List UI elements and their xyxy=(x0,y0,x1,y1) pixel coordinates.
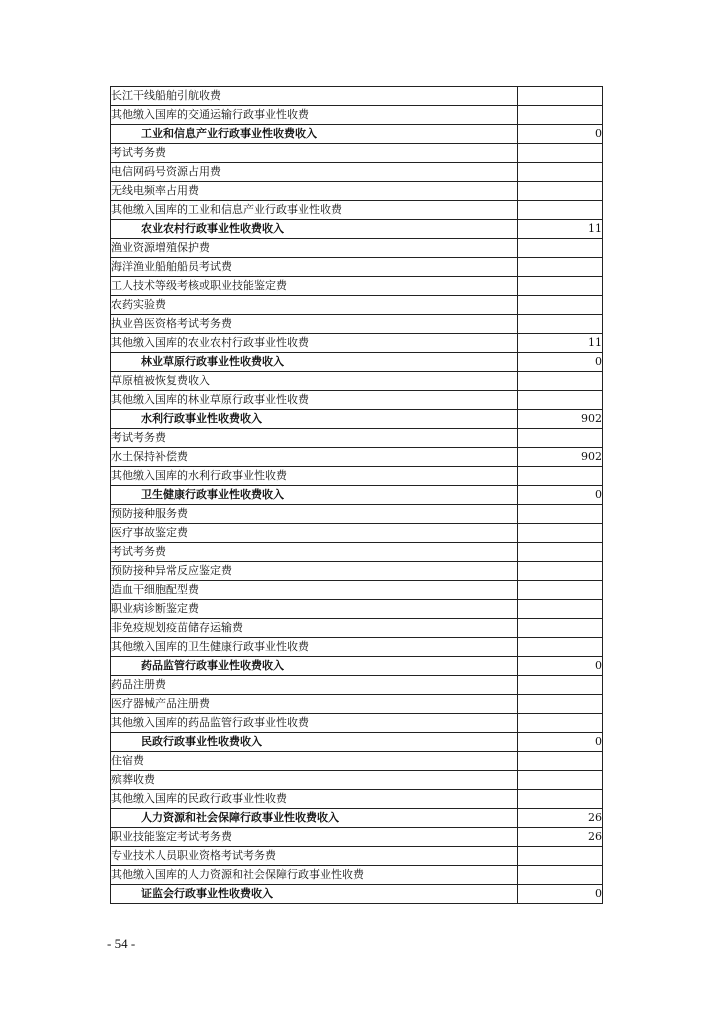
item-name-cell: 无线电频率占用费 xyxy=(111,182,518,201)
item-name-cell: 非免疫规划疫苗储存运输费 xyxy=(111,619,518,638)
amount-cell xyxy=(518,714,603,733)
item-row xyxy=(111,372,603,391)
item-row xyxy=(111,638,603,657)
item-row xyxy=(111,277,603,296)
item-name-cell: 考试考务费 xyxy=(111,429,518,448)
item-name-cell: 其他缴入国库的农业农村行政事业性收费 xyxy=(111,334,518,353)
amount-cell xyxy=(518,182,603,201)
item-row xyxy=(111,87,603,106)
item-name-cell: 水土保持补偿费 xyxy=(111,448,518,467)
amount-cell xyxy=(518,467,603,486)
amount-cell xyxy=(518,201,603,220)
category-name-cell: 人力资源和社会保障行政事业性收费收入 xyxy=(111,809,518,828)
amount-cell: 11 xyxy=(518,220,603,239)
item-row xyxy=(111,315,603,334)
item-row xyxy=(111,847,603,866)
amount-cell xyxy=(518,296,603,315)
item-name-cell: 考试考务费 xyxy=(111,144,518,163)
item-name-cell: 其他缴入国库的卫生健康行政事业性收费 xyxy=(111,638,518,657)
item-row xyxy=(111,448,603,467)
amount-cell: 902 xyxy=(518,448,603,467)
item-name-cell: 执业兽医资格考试考务费 xyxy=(111,315,518,334)
amount-cell: 26 xyxy=(518,809,603,828)
item-row xyxy=(111,182,603,201)
item-row xyxy=(111,505,603,524)
category-name-cell: 卫生健康行政事业性收费收入 xyxy=(111,486,518,505)
amount-cell xyxy=(518,771,603,790)
item-name-cell: 职业病诊断鉴定费 xyxy=(111,600,518,619)
category-row xyxy=(111,809,603,828)
amount-cell xyxy=(518,866,603,885)
item-name-cell: 海洋渔业船舶船员考试费 xyxy=(111,258,518,277)
amount-cell xyxy=(518,524,603,543)
item-row xyxy=(111,562,603,581)
item-row xyxy=(111,163,603,182)
item-row xyxy=(111,600,603,619)
item-name-cell: 其他缴入国库的水利行政事业性收费 xyxy=(111,467,518,486)
amount-cell xyxy=(518,752,603,771)
item-row xyxy=(111,543,603,562)
amount-cell xyxy=(518,581,603,600)
item-name-cell: 预防接种异常反应鉴定费 xyxy=(111,562,518,581)
item-name-cell: 职业技能鉴定考试考务费 xyxy=(111,828,518,847)
amount-cell: 0 xyxy=(518,486,603,505)
amount-cell xyxy=(518,543,603,562)
item-name-cell: 草原植被恢复费收入 xyxy=(111,372,518,391)
item-row xyxy=(111,429,603,448)
item-row xyxy=(111,790,603,809)
item-row xyxy=(111,467,603,486)
item-name-cell: 住宿费 xyxy=(111,752,518,771)
category-name-cell: 民政行政事业性收费收入 xyxy=(111,733,518,752)
amount-cell xyxy=(518,562,603,581)
item-row xyxy=(111,619,603,638)
amount-cell: 26 xyxy=(518,828,603,847)
category-row xyxy=(111,353,603,372)
amount-cell xyxy=(518,790,603,809)
item-name-cell: 专业技术人员职业资格考试考务费 xyxy=(111,847,518,866)
category-name-cell: 农业农村行政事业性收费收入 xyxy=(111,220,518,239)
item-name-cell: 造血干细胞配型费 xyxy=(111,581,518,600)
item-name-cell: 考试考务费 xyxy=(111,543,518,562)
item-row xyxy=(111,258,603,277)
item-row xyxy=(111,334,603,353)
category-name-cell: 工业和信息产业行政事业性收费收入 xyxy=(111,125,518,144)
item-name-cell: 工人技术等级考核或职业技能鉴定费 xyxy=(111,277,518,296)
amount-cell: 0 xyxy=(518,125,603,144)
item-name-cell: 其他缴入国库的人力资源和社会保障行政事业性收费 xyxy=(111,866,518,885)
amount-cell: 0 xyxy=(518,353,603,372)
item-name-cell: 殡葬收费 xyxy=(111,771,518,790)
item-name-cell: 其他缴入国库的交通运输行政事业性收费 xyxy=(111,106,518,125)
item-name-cell: 农药实验费 xyxy=(111,296,518,315)
item-row xyxy=(111,581,603,600)
amount-cell xyxy=(518,600,603,619)
amount-cell xyxy=(518,163,603,182)
category-row xyxy=(111,486,603,505)
category-name-cell: 药品监管行政事业性收费收入 xyxy=(111,657,518,676)
amount-cell: 902 xyxy=(518,410,603,429)
category-row xyxy=(111,125,603,144)
item-name-cell: 其他缴入国库的林业草原行政事业性收费 xyxy=(111,391,518,410)
item-row xyxy=(111,752,603,771)
item-row xyxy=(111,695,603,714)
amount-cell: 11 xyxy=(518,334,603,353)
amount-cell xyxy=(518,619,603,638)
item-name-cell: 预防接种服务费 xyxy=(111,505,518,524)
item-row xyxy=(111,296,603,315)
amount-cell xyxy=(518,315,603,334)
item-name-cell: 医疗器械产品注册费 xyxy=(111,695,518,714)
item-name-cell: 医疗事故鉴定费 xyxy=(111,524,518,543)
amount-cell xyxy=(518,695,603,714)
fee-table xyxy=(110,86,603,904)
item-name-cell: 其他缴入国库的民政行政事业性收费 xyxy=(111,790,518,809)
item-row xyxy=(111,391,603,410)
item-name-cell: 其他缴入国库的工业和信息产业行政事业性收费 xyxy=(111,201,518,220)
category-name-cell: 证监会行政事业性收费收入 xyxy=(111,885,518,904)
item-row xyxy=(111,106,603,125)
amount-cell: 0 xyxy=(518,657,603,676)
amount-cell xyxy=(518,106,603,125)
page-number: - 54 - xyxy=(107,936,136,951)
item-name-cell: 电信网码号资源占用费 xyxy=(111,163,518,182)
amount-cell xyxy=(518,429,603,448)
item-row xyxy=(111,144,603,163)
amount-cell xyxy=(518,391,603,410)
category-row xyxy=(111,885,603,904)
amount-cell xyxy=(518,372,603,391)
category-row xyxy=(111,733,603,752)
category-row xyxy=(111,410,603,429)
item-row xyxy=(111,239,603,258)
amount-cell: 0 xyxy=(518,733,603,752)
amount-cell xyxy=(518,638,603,657)
item-row xyxy=(111,866,603,885)
item-name-cell: 渔业资源增殖保护费 xyxy=(111,239,518,258)
item-name-cell: 其他缴入国库的药品监管行政事业性收费 xyxy=(111,714,518,733)
item-row xyxy=(111,828,603,847)
item-name-cell: 长江干线船舶引航收费 xyxy=(111,87,518,106)
amount-cell xyxy=(518,239,603,258)
amount-cell xyxy=(518,87,603,106)
category-name-cell: 水利行政事业性收费收入 xyxy=(111,410,518,429)
item-name-cell: 药品注册费 xyxy=(111,676,518,695)
amount-cell xyxy=(518,676,603,695)
amount-cell xyxy=(518,847,603,866)
fee-table-body xyxy=(111,87,603,904)
item-row xyxy=(111,714,603,733)
item-row xyxy=(111,676,603,695)
category-row xyxy=(111,657,603,676)
amount-cell xyxy=(518,277,603,296)
category-name-cell: 林业草原行政事业性收费收入 xyxy=(111,353,518,372)
amount-cell xyxy=(518,258,603,277)
amount-cell xyxy=(518,144,603,163)
category-row xyxy=(111,220,603,239)
amount-cell: 0 xyxy=(518,885,603,904)
item-row xyxy=(111,524,603,543)
amount-cell xyxy=(518,505,603,524)
item-row xyxy=(111,771,603,790)
item-row xyxy=(111,201,603,220)
